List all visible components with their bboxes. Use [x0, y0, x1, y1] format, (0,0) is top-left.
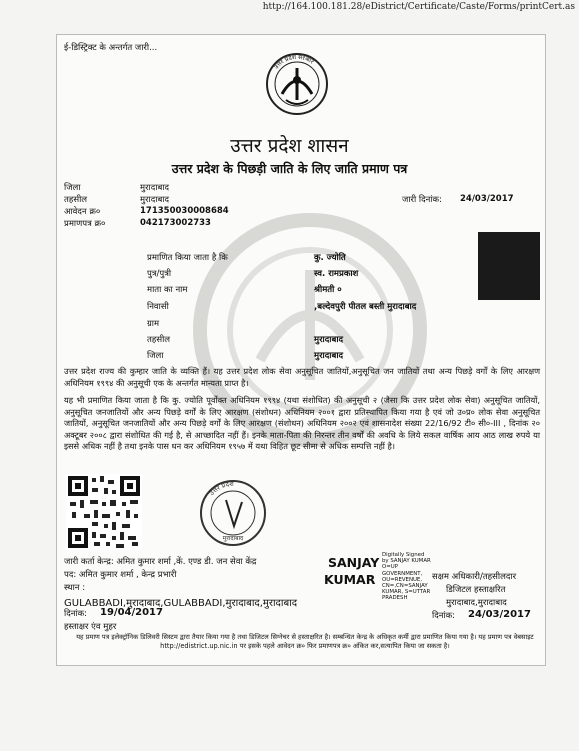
detail-value: स्व. रामप्रकाश	[314, 269, 359, 279]
detail-label: माता का नाम	[147, 285, 188, 295]
application-number: 171350030008684	[140, 206, 229, 216]
issuer-date-value: 19/04/2017	[100, 607, 163, 618]
tehsil-label: तहसील	[64, 195, 88, 205]
detail-value: ,बल्देवपुरी पीतल बस्ती मुरादाबाद	[314, 302, 417, 312]
district-value: मुरादाबाद	[140, 183, 170, 193]
detail-value: मुरादाबाद	[314, 351, 344, 361]
certificate-paragraph-2: यह भी प्रमाणित किया जाता है कि कु. ज्योति पूर्वोक्त अधिनियम १९९४ (यथा संशोधित) की अनुसूची २ (जैसा कि उत्तर प्रदेश लोक सेवा) अनुसूचित जातियों, अनुसूचित जनजातियों और अन्य पिछड़े वर्गों के लिए आरक्षण (संशोधन) अधिनियम २००१ द्वारा प्रतिस्थापित किया गया है एवं जो उ०प्र० लोक सेवा अनुसूचित जातियों, अनुसूचित जनजातियों और अन्य पिछड़े वर्गों के लिए आरक्षण (संशोधन) अधिनियम २००२ एवं शासनादेश संख्या 22/16/92 टी० सी०-III , दिनांक २० अक्टूबर २००८ द्वारा संशोधित की गई है, से आच्छादित नहीं हैं। इनके माता-पिता की निरन्तर तीन वर्षों की अवधि के लिये सकल वार्षिक आय आठ लाख रुपये या इससे अधिक नहीं है तथा इनके पास धन कर अधिनियम १९५७ में यथा विहित छूट सीमा से अधिक सम्पत्ति नहीं है।	[64, 395, 540, 451]
certificate-paragraph-1: उत्तर प्रदेश राज्य की कुम्हार जाति के व्यक्ति हैं। यह उत्तर प्रदेश लोक सेवा अनुसूचित जातियों,अनुसूचित जन जातियों तथा अन्य पिछड़े वर्गों के लिए आरक्षण अधिनियम १९९४ की अनुसूची एक के अन्तर्गत मान्यता प्राप्त है।	[64, 366, 540, 388]
certificate-subtitle: उत्तर प्रदेश के पिछड़ी जाति के लिए जाति प्रमाण पत्र	[171, 161, 408, 176]
issuer-date-label: दिनांक:	[64, 609, 88, 619]
footer-verification-note: यह प्रमाण पत्र इलेक्ट्रॉनिक डिलिवरी सिस्टम द्वारा तैयार किया गया है तथा डिजिटल सिग्नेचर से हस्ताक्षरित है। सम्बन्धित केन्द्र के अधिकृत कर्मी द्वारा प्रमाणित किया गया है। यह प्रमाण पत्र वेबसाइट http://edistrict.up.nic.in पर इसके पहले आवेदन क्र० फिर प्रमाणपत्र क्र० अंकित कर,सत्यापित किया जा सकता है।	[76, 633, 534, 650]
tehsil-value: मुरादाबाद	[140, 195, 170, 205]
page-title: उत्तर प्रदेश शासन	[230, 135, 349, 157]
detail-value: श्रीमती ०	[314, 285, 342, 295]
detail-value: मुरादाबाद	[314, 335, 344, 345]
detail-label: ग्राम	[147, 319, 160, 329]
detail-label: तहसील	[147, 335, 171, 345]
digital-signature-details: Digitally Signed by SANJAY KUMAR O=UP GOVERNMENT, OU=REVENUE, CN=,CN=SANJAY KUMAR, S=UTTAR PRADESH	[382, 552, 431, 602]
signature-place: मुरादाबाद,मुरादाबाद	[446, 598, 507, 608]
certificate-label: प्रमाणपत्र क्र०	[64, 219, 106, 229]
signature-seal-label: हस्ताक्षर एंव मुहर	[64, 622, 117, 632]
qr-code-icon[interactable]	[66, 474, 142, 550]
detail-value: कु. ज्योति	[314, 253, 346, 263]
official-seal-stamp-icon	[198, 478, 268, 548]
detail-label: प्रमाणित किया जाता है कि	[147, 253, 228, 263]
detail-label: निवासी	[147, 302, 169, 312]
stamp-bottom-text: मुरादाबाद	[222, 535, 244, 542]
detail-label: पुत्र/पुत्री	[147, 269, 172, 279]
authority-title: सक्षम अधिकारी/तहसीलदार	[432, 572, 517, 582]
district-label: जिला	[64, 183, 81, 193]
certificate-number: 042173002733	[140, 218, 211, 228]
issuer-post: पद: अमित कुमार शर्मा , केन्द्र प्रभारी	[64, 570, 177, 580]
emblem-ring-text: उत्तर प्रदेश सरकार	[272, 53, 315, 71]
signature-date-value: 24/03/2017	[468, 609, 531, 620]
stamp-ring-text: उत्तर प्रदेश	[207, 479, 234, 498]
signature-date-label: दिनांक:	[432, 611, 456, 621]
edistrict-line: ई-डिस्ट्रिक्ट के अन्तर्गत जारी...	[64, 43, 158, 53]
up-govt-emblem-icon	[264, 50, 330, 120]
signer-name-line1: SANJAY	[328, 555, 380, 570]
issuing-center: जारी कर्ता केन्द्र: अमित कुमार शर्मा ,कें. एण्ड डी. जन सेवा केंद्र	[64, 557, 257, 567]
place-label: स्थान :	[64, 583, 86, 593]
detail-label: जिला	[147, 351, 164, 361]
place-value: GULABBADI,मुरादाबाद,GULABBADI,मुरादाबाद,मुरादाबाद	[64, 598, 298, 609]
digital-sign-label: डिजिटल हस्ताक्षरित	[446, 585, 506, 595]
issue-date-value: 24/03/2017	[460, 194, 514, 204]
application-label: आवेदन क्र०	[64, 207, 101, 217]
issue-date-label: जारी दिनांक:	[402, 195, 442, 205]
signer-name-line2: KUMAR	[324, 572, 376, 587]
browser-url: http://164.100.181.28/eDistrict/Certificate/Caste/Forms/printCert.as	[262, 2, 575, 12]
applicant-photo	[478, 232, 540, 300]
